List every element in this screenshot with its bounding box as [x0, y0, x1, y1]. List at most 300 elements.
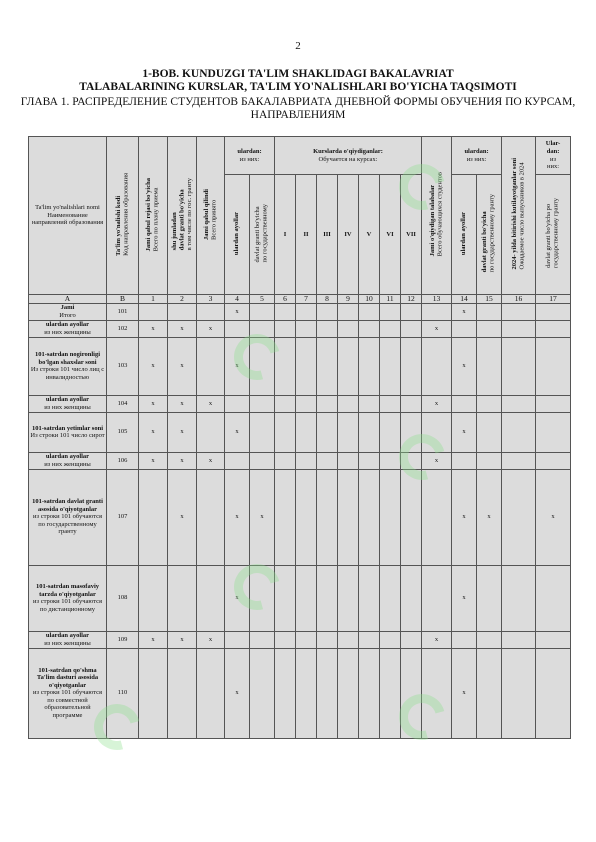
- row-cell: [296, 395, 317, 412]
- row-cell: [422, 648, 452, 738]
- column-letter: 1: [139, 295, 168, 304]
- header-last-sub-ru: государственному гранту: [553, 198, 561, 269]
- row-cell: [197, 337, 225, 395]
- header-total-students: [422, 137, 452, 295]
- row-cell: [380, 412, 401, 452]
- row-cell: x: [250, 469, 275, 565]
- row-cell: [359, 337, 380, 395]
- title-uz-line2: TALABALARINING KURSLAR, TA'LIM YO'NALISHLARI BO'YICHA TAQSIMOTI: [79, 81, 517, 93]
- header-plan-ru: Всего по плану приема: [153, 186, 160, 251]
- row-cell: [275, 320, 296, 337]
- row-cell: [422, 565, 452, 631]
- row-cell: x: [225, 337, 250, 395]
- table-row: [29, 395, 571, 412]
- row-cell: x: [139, 320, 168, 337]
- row-cell: x: [168, 631, 197, 648]
- header-women: [225, 175, 250, 295]
- row-name-ru: из строки 101 обучаются по совместной образовательной программе: [33, 689, 102, 720]
- row-cell: [452, 631, 477, 648]
- header-name-uz: Ta'lim yo'nalishlari nomi: [35, 204, 100, 212]
- course-4: IV: [338, 175, 359, 295]
- row-cell: [197, 565, 225, 631]
- header-row-1: [29, 137, 571, 175]
- row-cell: [502, 412, 536, 452]
- header-plan: [139, 137, 168, 295]
- course-2: II: [296, 175, 317, 295]
- row-cell: [275, 337, 296, 395]
- row-cell: [317, 565, 338, 631]
- row-cell: [338, 565, 359, 631]
- row-cell: [250, 565, 275, 631]
- header-admitted-uz: Jami qabul qilindi: [202, 188, 210, 240]
- table-row: [29, 412, 571, 452]
- row-cell: [502, 469, 536, 565]
- row-cell: x: [536, 469, 571, 565]
- row-cell: [250, 648, 275, 738]
- row-cell: [422, 469, 452, 565]
- row-name-uz: 101-satrdan masofaviy tarzda o'qiyotganlar: [35, 582, 99, 598]
- row-cell: [401, 395, 422, 412]
- header-plan-uz: Jami qabul rejasi bo'yicha: [145, 177, 153, 251]
- row-name: [29, 469, 107, 565]
- row-cell: x: [197, 395, 225, 412]
- row-cell: [422, 303, 452, 320]
- row-cell: [275, 565, 296, 631]
- row-cell: [401, 469, 422, 565]
- row-name: [29, 631, 107, 648]
- row-cell: x: [452, 565, 477, 631]
- header-last-ru2: них:: [547, 163, 560, 171]
- row-cell: [296, 469, 317, 565]
- column-letter: 11: [380, 295, 401, 304]
- row-cell: [317, 648, 338, 738]
- row-cell: [197, 469, 225, 565]
- row-cell: [380, 565, 401, 631]
- row-cell: [139, 648, 168, 738]
- header-grant-uz2: davlat granti bo'yicha: [178, 189, 186, 251]
- row-cell: [225, 452, 250, 469]
- row-name-ru: Из строки 101 число лиц с инвалидностью: [30, 366, 105, 381]
- row-cell: [250, 303, 275, 320]
- row-cell: [536, 337, 571, 395]
- row-code: 108: [107, 565, 139, 631]
- course-5: V: [359, 175, 380, 295]
- column-letter: 16: [502, 295, 536, 304]
- row-name-ru: Итого: [59, 311, 76, 319]
- row-cell: [139, 469, 168, 565]
- header-code-ru: Код направления образования: [122, 172, 130, 256]
- row-cell: [338, 337, 359, 395]
- row-cell: [452, 395, 477, 412]
- table-row: [29, 648, 571, 738]
- header-courses-ru: Обучается на курсах:: [318, 155, 378, 163]
- table-row: [29, 320, 571, 337]
- header-state-grant-uz: davlat granti bo'yicha: [254, 206, 262, 263]
- row-cell: x: [225, 412, 250, 452]
- row-cell: [536, 320, 571, 337]
- row-name-ru: из них женщины: [44, 403, 91, 411]
- course-1: I: [275, 175, 296, 295]
- row-cell: [452, 320, 477, 337]
- header-last: [536, 137, 571, 175]
- row-cell: [380, 469, 401, 565]
- row-cell: [338, 320, 359, 337]
- row-cell: x: [452, 469, 477, 565]
- row-cell: [296, 320, 317, 337]
- column-letter: 15: [477, 295, 502, 304]
- header-grant-2: [477, 175, 502, 295]
- header-grant2-uz: davlat granti bo'yicha: [481, 211, 489, 273]
- row-cell: x: [422, 320, 452, 337]
- header-admitted: [197, 137, 225, 295]
- row-cell: [250, 337, 275, 395]
- row-cell: [477, 452, 502, 469]
- header-women-2: [452, 175, 477, 295]
- row-cell: [536, 303, 571, 320]
- row-cell: x: [452, 412, 477, 452]
- row-cell: [401, 452, 422, 469]
- row-cell: [401, 337, 422, 395]
- column-letter: 8: [317, 295, 338, 304]
- row-name-ru: из них женщины: [44, 328, 91, 336]
- row-cell: [359, 395, 380, 412]
- row-cell: x: [139, 337, 168, 395]
- row-cell: [197, 412, 225, 452]
- row-cell: [317, 469, 338, 565]
- row-cell: [359, 303, 380, 320]
- header-total-students-ru: Всего обучающихся студентов: [436, 172, 444, 257]
- row-cell: [380, 631, 401, 648]
- row-name-ru: из строки 101 обучаются по государственному гранту: [33, 513, 102, 536]
- row-cell: [225, 395, 250, 412]
- header-state-grant: [250, 175, 275, 295]
- row-cell: [275, 631, 296, 648]
- row-name: [29, 320, 107, 337]
- row-cell: [317, 337, 338, 395]
- row-cell: [317, 631, 338, 648]
- row-cell: x: [477, 469, 502, 565]
- header-last-sub-uz: davlat granti bo'yicha po: [545, 204, 553, 269]
- row-cell: x: [197, 452, 225, 469]
- row-cell: x: [168, 337, 197, 395]
- row-name: [29, 412, 107, 452]
- header-grant-uz1: shu jumladan: [170, 212, 178, 251]
- row-cell: [359, 320, 380, 337]
- row-name: [29, 648, 107, 738]
- row-cell: x: [168, 452, 197, 469]
- row-cell: [250, 320, 275, 337]
- row-cell: [359, 469, 380, 565]
- row-cell: [359, 412, 380, 452]
- row-cell: x: [139, 395, 168, 412]
- row-cell: [338, 631, 359, 648]
- header-of-them2-ru: из них:: [466, 155, 487, 163]
- row-cell: [197, 303, 225, 320]
- row-name-uz: ulardan ayollar: [45, 453, 90, 460]
- row-cell: x: [225, 648, 250, 738]
- row-cell: [168, 648, 197, 738]
- row-cell: x: [225, 303, 250, 320]
- row-cell: [296, 648, 317, 738]
- row-name-uz: ulardan ayollar: [45, 632, 90, 639]
- row-cell: x: [452, 303, 477, 320]
- row-cell: [536, 412, 571, 452]
- row-cell: [317, 320, 338, 337]
- row-cell: [401, 320, 422, 337]
- header-admitted-ru: Всего принято: [210, 199, 218, 240]
- row-name-ru: из них женщины: [44, 460, 91, 468]
- row-code: 104: [107, 395, 139, 412]
- row-code: 110: [107, 648, 139, 738]
- row-cell: [477, 395, 502, 412]
- row-cell: [275, 395, 296, 412]
- header-courses-uz: Kurslarda o'qiydiganlar:: [313, 147, 383, 155]
- row-cell: x: [225, 565, 250, 631]
- row-cell: [422, 412, 452, 452]
- row-cell: [502, 303, 536, 320]
- column-letter: 5: [250, 295, 275, 304]
- row-name-uz: Jami: [60, 304, 75, 311]
- row-cell: [502, 395, 536, 412]
- row-cell: [275, 452, 296, 469]
- header-name-ru: Наименование направлений образования: [31, 211, 104, 227]
- header-last-sub: [536, 175, 571, 295]
- row-cell: [250, 412, 275, 452]
- row-cell: x: [168, 395, 197, 412]
- header-code-uz: Ta'lim yo'nalishi kodi: [114, 195, 122, 256]
- column-letter: B: [107, 295, 139, 304]
- row-code: 101: [107, 303, 139, 320]
- row-cell: x: [422, 395, 452, 412]
- row-name-uz: 101-satrdan davlat granti asosida o'qiyotganlar: [32, 498, 103, 513]
- header-graduates-uz: 2024- yilda bitirishi kutilayotganlar soni: [510, 158, 518, 270]
- title-uz: [0, 68, 596, 94]
- row-cell: [317, 452, 338, 469]
- header-of-them-uz: ulardan:: [237, 147, 262, 155]
- row-cell: x: [139, 631, 168, 648]
- row-cell: [139, 303, 168, 320]
- row-cell: [401, 412, 422, 452]
- row-name-ru: Из строки 101 число сирот: [30, 432, 105, 440]
- header-name: [29, 137, 107, 295]
- row-name-uz: 101-satrdan yetimlar soni: [31, 424, 104, 432]
- row-cell: [452, 452, 477, 469]
- row-cell: x: [139, 452, 168, 469]
- row-cell: [536, 565, 571, 631]
- row-cell: [502, 452, 536, 469]
- column-letter: 17: [536, 295, 571, 304]
- row-cell: [250, 452, 275, 469]
- header-last-uz1: Ular-: [545, 140, 561, 148]
- row-cell: x: [168, 320, 197, 337]
- row-code: 102: [107, 320, 139, 337]
- row-cell: [338, 452, 359, 469]
- row-name-uz: 101-satrdan nogironligi bo'lgan shaxslar soni: [34, 350, 101, 366]
- header-courses: [275, 137, 422, 175]
- row-cell: [250, 631, 275, 648]
- row-cell: [359, 452, 380, 469]
- row-name: [29, 565, 107, 631]
- row-cell: [502, 320, 536, 337]
- column-letter: 12: [401, 295, 422, 304]
- row-cell: x: [197, 631, 225, 648]
- column-letter: 3: [197, 295, 225, 304]
- row-cell: x: [422, 631, 452, 648]
- row-cell: [275, 648, 296, 738]
- row-cell: [401, 565, 422, 631]
- row-cell: [380, 320, 401, 337]
- row-name: [29, 337, 107, 395]
- row-cell: [380, 648, 401, 738]
- row-name-uz: 101-satrdan qo'shma Ta'lim dasturi asosida o'qiyotganlar: [36, 666, 99, 689]
- row-name: [29, 395, 107, 412]
- row-cell: [338, 412, 359, 452]
- row-name-ru: из строки 101 обучаются по дистанционному: [33, 598, 102, 613]
- row-cell: [168, 565, 197, 631]
- row-code: 109: [107, 631, 139, 648]
- row-cell: [168, 303, 197, 320]
- row-cell: [250, 395, 275, 412]
- table-row: [29, 631, 571, 648]
- row-cell: [317, 412, 338, 452]
- row-cell: [359, 631, 380, 648]
- row-cell: [359, 565, 380, 631]
- row-cell: [477, 320, 502, 337]
- table-row: [29, 565, 571, 631]
- header-graduates: [502, 137, 536, 295]
- title-ru: ГЛАВА 1. РАСПРЕДЕЛЕНИЕ СТУДЕНТОВ БАКАЛАВРИАТА ДНЕВНОЙ ФОРМЫ ОБУЧЕНИЯ ПО КУРСАМ, НАПРАВЛЕНИЯМ: [20, 96, 576, 121]
- row-cell: [338, 648, 359, 738]
- row-cell: [401, 648, 422, 738]
- header-women-uz: ulardan ayollar: [233, 211, 241, 255]
- row-cell: [380, 337, 401, 395]
- row-cell: [296, 631, 317, 648]
- row-cell: [502, 565, 536, 631]
- row-cell: [477, 412, 502, 452]
- row-cell: [338, 395, 359, 412]
- header-last-uz2: dan:: [546, 147, 560, 155]
- row-cell: x: [168, 412, 197, 452]
- course-3: III: [317, 175, 338, 295]
- row-cell: [296, 337, 317, 395]
- column-letter: 14: [452, 295, 477, 304]
- row-cell: [338, 303, 359, 320]
- row-code: 105: [107, 412, 139, 452]
- header-code: [107, 137, 139, 295]
- row-code: 107: [107, 469, 139, 565]
- course-7: VII: [401, 175, 422, 295]
- row-code: 106: [107, 452, 139, 469]
- row-cell: [317, 303, 338, 320]
- row-name-uz: ulardan ayollar: [45, 396, 90, 403]
- row-cell: [296, 303, 317, 320]
- row-cell: [197, 648, 225, 738]
- column-letters-row: [29, 295, 571, 304]
- column-letter: A: [29, 295, 107, 304]
- row-name-ru: из них женщины: [44, 639, 91, 647]
- row-cell: x: [197, 320, 225, 337]
- row-cell: [477, 337, 502, 395]
- row-cell: [502, 648, 536, 738]
- course-6: VI: [380, 175, 401, 295]
- row-name: [29, 452, 107, 469]
- table-row: [29, 303, 571, 320]
- column-letter: 7: [296, 295, 317, 304]
- column-letter: 2: [168, 295, 197, 304]
- row-cell: [296, 565, 317, 631]
- row-cell: x: [452, 337, 477, 395]
- header-graduates-ru: Ожидаемое число выпускников в 2024: [518, 162, 526, 270]
- row-cell: x: [422, 452, 452, 469]
- row-cell: [536, 395, 571, 412]
- header-of-them2-uz: ulardan:: [464, 147, 489, 155]
- page-number: 2: [295, 40, 301, 52]
- row-cell: x: [168, 469, 197, 565]
- row-cell: [401, 631, 422, 648]
- row-cell: [338, 469, 359, 565]
- table-row: [29, 337, 571, 395]
- header-of-them-2: [452, 137, 502, 175]
- row-cell: [536, 648, 571, 738]
- row-cell: [296, 412, 317, 452]
- row-cell: [225, 631, 250, 648]
- row-cell: [275, 412, 296, 452]
- table-row: [29, 469, 571, 565]
- row-cell: [296, 452, 317, 469]
- row-cell: [225, 320, 250, 337]
- header-total-students-uz: Jami o'qiydigan talabalar: [428, 184, 436, 257]
- row-cell: x: [139, 412, 168, 452]
- row-cell: [477, 565, 502, 631]
- header-state-grant-ru: по государственному: [262, 203, 269, 263]
- row-cell: [502, 337, 536, 395]
- column-letter: 10: [359, 295, 380, 304]
- row-cell: [380, 395, 401, 412]
- row-cell: [317, 395, 338, 412]
- row-cell: x: [225, 469, 250, 565]
- column-letter: 13: [422, 295, 452, 304]
- row-cell: [536, 452, 571, 469]
- row-cell: [275, 469, 296, 565]
- row-cell: [536, 631, 571, 648]
- row-cell: [139, 565, 168, 631]
- row-code: 103: [107, 337, 139, 395]
- row-cell: [477, 631, 502, 648]
- row-cell: [477, 303, 502, 320]
- row-cell: [422, 337, 452, 395]
- column-letter: 4: [225, 295, 250, 304]
- header-grant2-ru: по государственному гранту: [489, 194, 497, 273]
- header-of-them: [225, 137, 275, 175]
- row-cell: [477, 648, 502, 738]
- row-cell: [502, 631, 536, 648]
- header-grant: [168, 137, 197, 295]
- distribution-table: [28, 136, 571, 739]
- header-grant-ru: в том числе по гос. гранту: [185, 178, 193, 251]
- header-of-them-ru: из них:: [239, 155, 260, 163]
- row-cell: x: [452, 648, 477, 738]
- column-letter: 6: [275, 295, 296, 304]
- header-women2-uz: ulardan ayollar: [460, 211, 468, 255]
- row-cell: [380, 452, 401, 469]
- row-cell: [380, 303, 401, 320]
- row-cell: [401, 303, 422, 320]
- table-row: [29, 452, 571, 469]
- row-name-uz: ulardan ayollar: [45, 321, 90, 328]
- row-cell: [359, 648, 380, 738]
- row-name: [29, 303, 107, 320]
- title-uz-line1: 1-BOB. KUNDUZGI TA'LIM SHAKLIDAGI BAKALAVRIAT: [142, 68, 454, 80]
